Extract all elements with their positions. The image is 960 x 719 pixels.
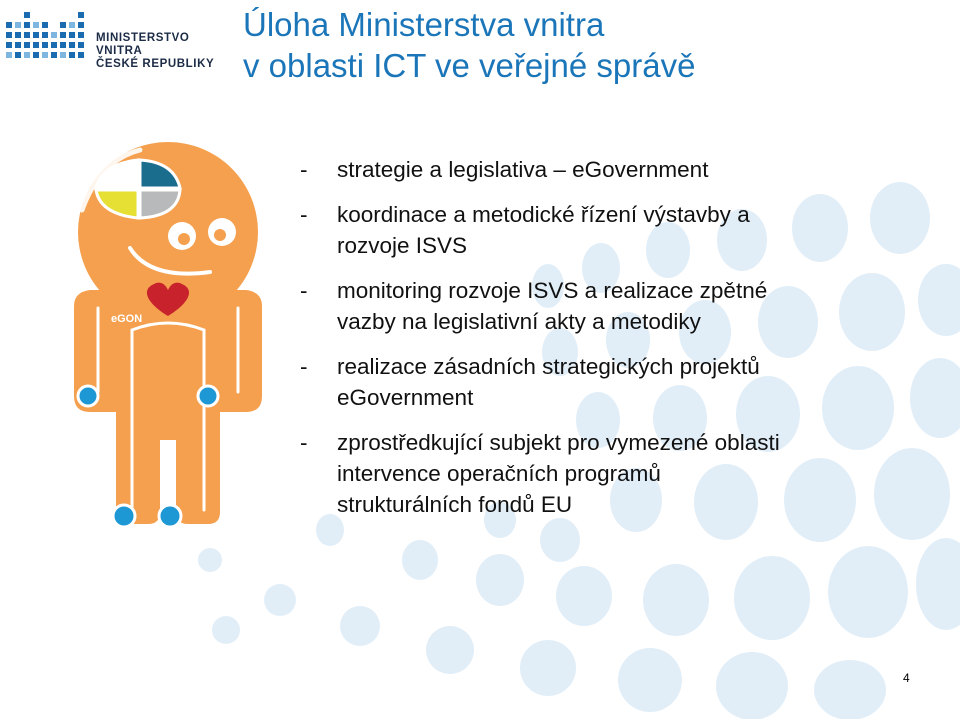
logo-line-2: ČESKÉ REPUBLIKY (96, 58, 215, 70)
logo-text (96, 32, 236, 71)
bullet-list (300, 154, 930, 534)
page-title (243, 4, 695, 86)
egon-label: eGON (111, 313, 143, 325)
list-item (300, 275, 930, 337)
list-item (300, 427, 930, 520)
page-number: 4 (903, 671, 910, 685)
egon-right-hand (198, 386, 218, 406)
list-item-line: strukturálních fondů EU (337, 492, 573, 517)
list-item (300, 154, 930, 185)
list-item-line: koordinace a metodické řízení výstavby a (337, 202, 750, 227)
bullet-dash: - (300, 354, 308, 379)
logo-dots-icon (6, 8, 90, 70)
title-line-1: Úloha Ministerstva vnitra (243, 6, 605, 43)
ministry-logo (6, 8, 236, 68)
egon-left-foot (113, 505, 135, 527)
egon-figure-illustration (60, 140, 290, 550)
bullet-dash: - (300, 202, 308, 227)
list-item (300, 351, 930, 413)
logo-line-1: MINISTERSTVO VNITRA (96, 32, 190, 57)
list-item-line: vazby na legislativní akty a metodiky (337, 309, 701, 334)
list-item-line: strategie a legislativa – eGovernment (337, 157, 709, 182)
list-item-line: monitoring rozvoje ISVS a realizace zpětné (337, 278, 768, 303)
egon-brain-quadrants (96, 160, 180, 218)
bullet-dash: - (300, 157, 308, 182)
egon-left-hand (78, 386, 98, 406)
list-item (300, 199, 930, 261)
list-item-line: eGovernment (337, 385, 474, 410)
bullet-dash: - (300, 278, 308, 303)
bullet-dash: - (300, 430, 308, 455)
list-item-line: zprostředkující subjekt pro vymezené oblasti (337, 430, 780, 455)
title-line-2: v oblasti ICT ve veřejné správě (243, 47, 696, 84)
egon-right-foot (159, 505, 181, 527)
list-item-line: intervence operačních programů (337, 461, 661, 486)
list-item-line: rozvoje ISVS (337, 233, 468, 258)
egon-body (74, 290, 262, 524)
list-item-line: realizace zásadních strategických projektů (337, 354, 760, 379)
